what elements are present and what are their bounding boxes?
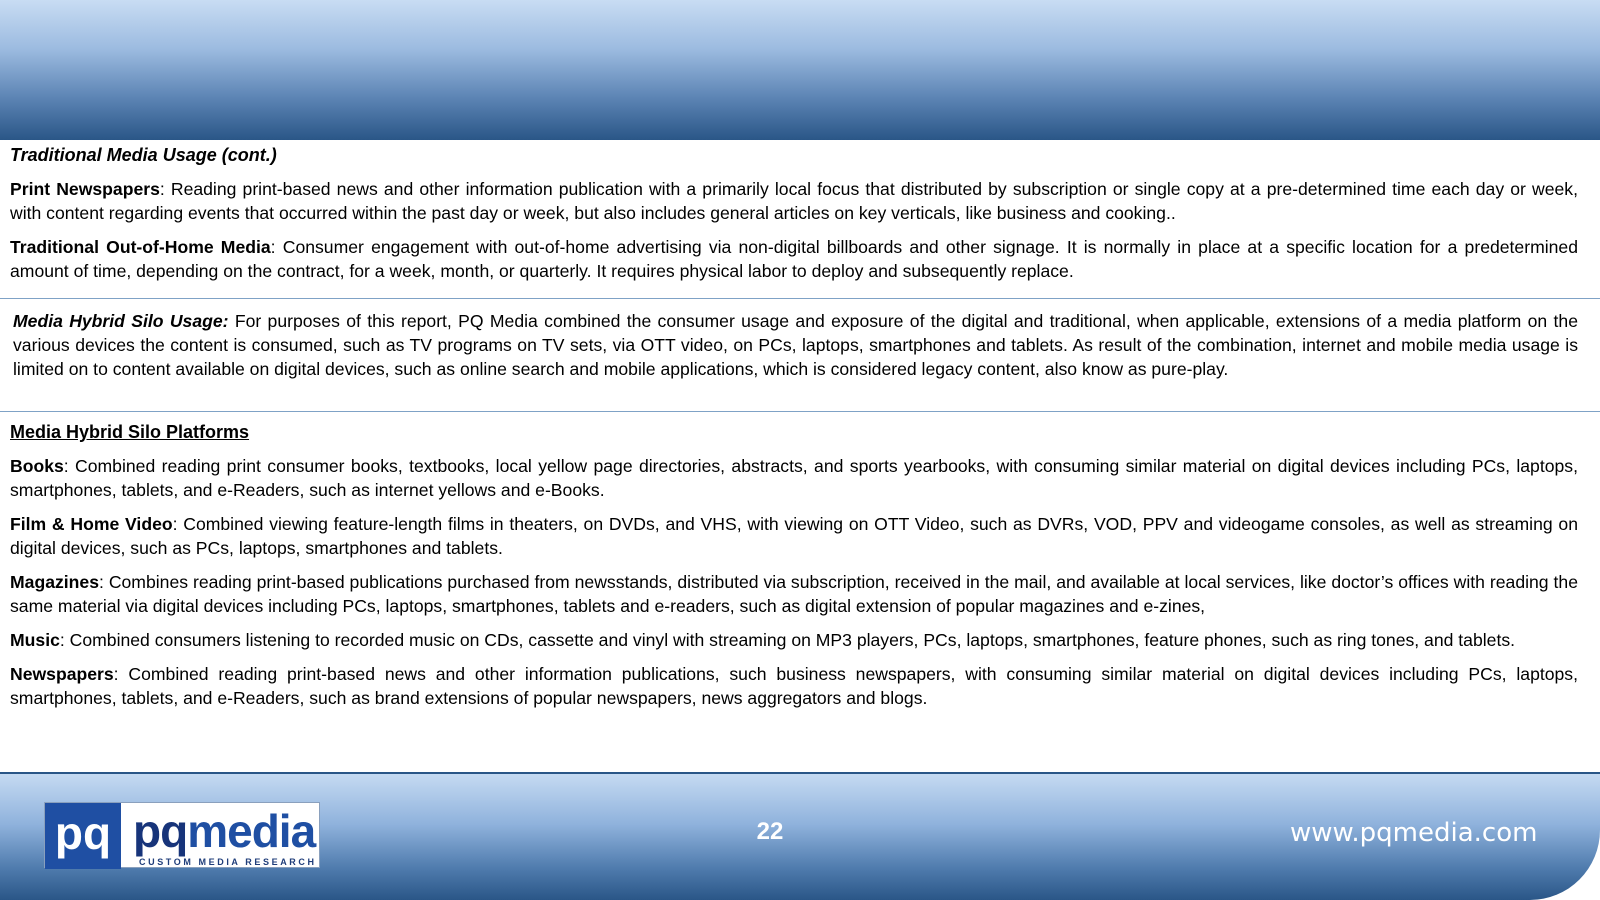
- definition-books: [10, 454, 1578, 502]
- logo-mark: pq: [45, 803, 121, 869]
- definition-term: Traditional Out-of-Home Media: [10, 237, 271, 257]
- definition-term: Film & Home Video: [10, 514, 173, 534]
- platforms-title: Media Hybrid Silo Platforms: [10, 422, 250, 442]
- footer-band: [0, 772, 1600, 900]
- website-link[interactable]: www.pqmedia.com: [1290, 818, 1538, 848]
- definition-term: Magazines: [10, 572, 99, 592]
- definition-text: : Combined reading print consumer books, textbooks, local yellow page directories, abstracts, and sports yearbooks, with consuming similar material on digital devices including PCs, laptops, smartphones, tablets, and e-Readers, such as internet yellows and e-Books.: [10, 456, 1578, 500]
- pqmedia-logo: [44, 802, 320, 868]
- definition-out-of-home: [10, 235, 1578, 283]
- definition-text: : Reading print-based news and other information publication with a primarily local focus that distributed by subscription or single copy at a pre-determined time each day or week, with content regarding events that occurred within the past day or week, but also includes general articles on key verticals, like business and cooking..: [10, 179, 1578, 223]
- definition-text: : Combined reading print-based news and other information publications, such business newspapers, with consuming similar material on digital devices including PCs, laptops, smartphones, tablets, and e-Readers, such as brand extensions of popular newspapers, news aggregators and blogs.: [10, 664, 1578, 708]
- definition-magazines: [10, 570, 1578, 618]
- definition-text: : Combines reading print-based publications purchased from newsstands, distributed via subscription, received in the mail, and available at local services, like doctor’s offices with reading the same material via digital devices including PCs, laptops, smartphones, tablets and e-readers, such as digital extension of popular magazines and e-zines,: [10, 572, 1578, 616]
- platforms-section: [10, 420, 1578, 710]
- definition-film-home-video: [10, 512, 1578, 560]
- definition-text: : Combined consumers listening to recorded music on CDs, cassette and vinyl with streaming on MP3 players, PCs, laptops, smartphones, feature phones, such as ring tones, and tablets.: [59, 630, 1516, 650]
- hybrid-usage-definition: [13, 309, 1578, 381]
- definition-text: : Combined viewing feature-length films in theaters, on DVDs, and VHS, with viewing on OTT Video, such as DVRs, VOD, PPV and videogame consoles, as well as streaming on digital devices, such as PCs, laptops, smartphones and tablets.: [10, 514, 1578, 558]
- hybrid-usage-box: [0, 298, 1600, 412]
- definition-term: Newspapers: [10, 664, 114, 684]
- logo-tagline: CUSTOM MEDIA RESEARCH: [139, 857, 317, 867]
- definition-term: Music: [10, 630, 60, 650]
- definition-print-newspapers: [10, 177, 1578, 225]
- section-heading: Traditional Media Usage (cont.): [10, 145, 277, 165]
- page-number: 22: [756, 818, 784, 845]
- definition-text: : Consumer engagement with out-of-home advertising via non-digital billboards and other signage. It is normally in place at a specific location for a predetermined amount of time, depending on the contract, for a week, month, or quarterly. It requires physical labor to deploy and subsequently replace.: [10, 237, 1578, 281]
- traditional-section: [10, 143, 1578, 283]
- logo-wordmark: pqmedia: [133, 805, 316, 857]
- definition-music: [10, 628, 1578, 652]
- definition-newspapers: [10, 662, 1578, 710]
- definition-term: Media Hybrid Silo Usage:: [13, 311, 229, 331]
- definition-text: For purposes of this report, PQ Media combined the consumer usage and exposure of the digital and traditional, when applicable, extensions of a media platform on the various devices the content is consumed, such as TV programs on TV sets, via OTT video, on PCs, laptops, smartphones and tablets. As result of the combination, internet and mobile media usage is limited on to content available on digital devices, such as online search and mobile applications, which is considered legacy content, also know as pure-play.: [13, 311, 1578, 379]
- definition-term: Print Newspapers: [10, 179, 160, 199]
- definition-term: Books: [10, 456, 64, 476]
- header-band: [0, 0, 1600, 140]
